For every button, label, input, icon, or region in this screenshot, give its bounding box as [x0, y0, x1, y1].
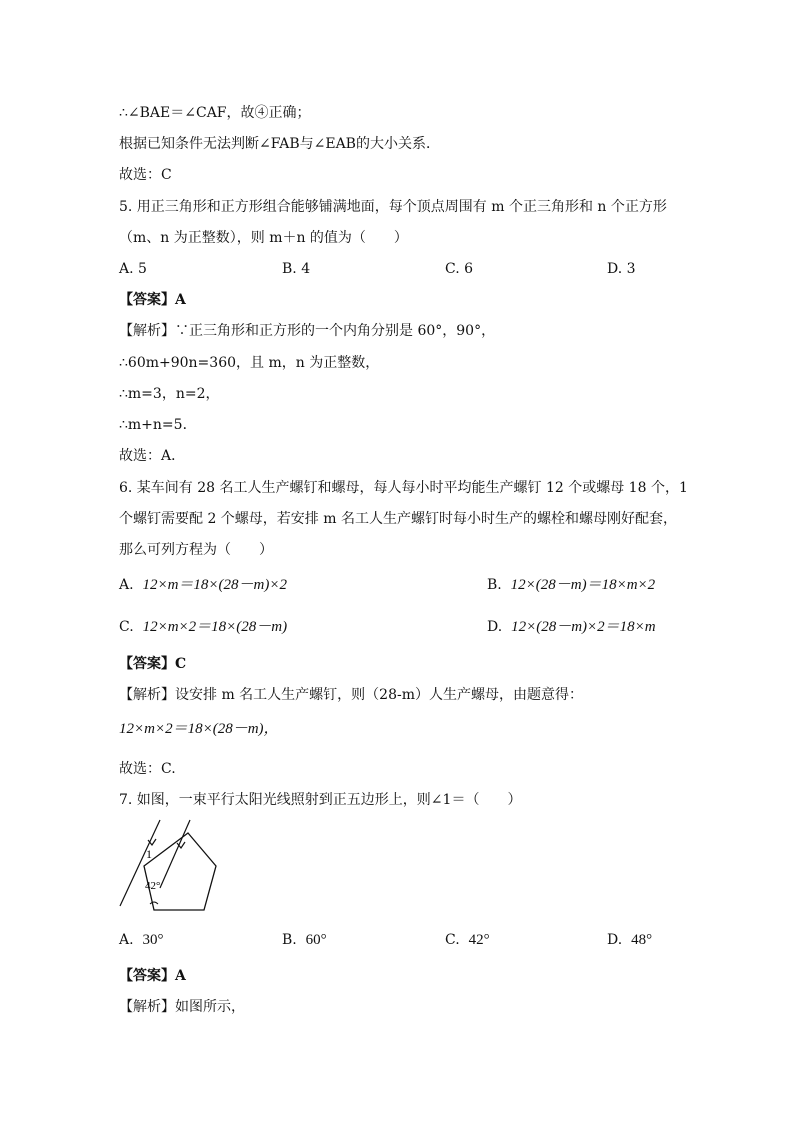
explanation-5-line: 故选：A． [119, 448, 186, 464]
text-line: 故选：C [119, 167, 172, 183]
question-6-text-cont: 个螺钉需要配 2 个螺母，若安排 m 名工人生产螺钉时每小时生产的螺栓和螺母刚好配套， [119, 511, 677, 527]
question-7-text: 7. 如图，一束平行太阳光线照射到正五边形上，则∠1＝（ ） [119, 792, 522, 808]
question-5-text-cont: （m、n 为正整数），则 m＋n 的值为（ ） [119, 230, 408, 246]
text-line: ∴∠BAE＝∠CAF，故④正确； [119, 105, 311, 121]
q7-option-a: A. 30° [119, 932, 164, 948]
light-ray-right [160, 820, 190, 888]
q6-option-c: C. 12×m×2＝18×(28－m) [119, 619, 288, 635]
explanation-6-line: 故选：C. [119, 761, 176, 777]
q6-option-b: B. 12×(28－m)＝18×m×2 [487, 577, 656, 593]
explanation-7-line: 【解析】如图所示， [119, 999, 245, 1015]
explanation-5-line: ∴60m+90n=360，且 m，n 为正整数， [119, 355, 380, 371]
explanation-5-line: ∴m=3，n=2， [119, 386, 220, 402]
q5-option-c: C. 6 [445, 261, 474, 277]
q5-option-a: A. 5 [119, 261, 147, 277]
explanation-5-line: ∴m+n=5． [119, 417, 197, 433]
q6-option-a: A. 12×m＝18×(28－m)×2 [119, 577, 287, 593]
explanation-5-line: 【解析】∵正三角形和正方形的一个内角分别是 60°，90°， [119, 323, 496, 339]
angle-1-label: 1 [146, 847, 152, 861]
q7-option-d: D. 48° [607, 932, 653, 948]
angle-mark [150, 902, 158, 904]
q5-option-d: D. 3 [607, 261, 636, 277]
question-6-text: 6. 某车间有 28 名工人生产螺钉和螺母，每人每小时平均能生产螺钉 12 个或螺母 18 个，1 [119, 480, 688, 496]
q5-option-b: B. 4 [282, 261, 311, 277]
answer-6: 【答案】C [119, 656, 187, 672]
explanation-6-equation: 12×m×2＝18×(28－m)， [119, 721, 279, 737]
q7-option-b: B. 60° [282, 932, 327, 948]
explanation-6-line: 【解析】设安排 m 名工人生产螺钉，则（28-m）人生产螺母，由题意得： [119, 687, 583, 703]
pentagon-shape [144, 833, 216, 910]
pentagon-sunlight-figure [118, 818, 222, 912]
q6-option-d: D. 12×(28－m)×2＝18×m [487, 619, 656, 635]
text-line: 根据已知条件无法判断∠FAB与∠EAB的大小关系． [119, 136, 440, 152]
question-5-text: 5. 用正三角形和正方形组合能够铺满地面，每个顶点周围有 m 个正三角形和 n 个正方形 [119, 199, 667, 215]
answer-7: 【答案】A [119, 968, 186, 984]
question-6-text-cont: 那么可列方程为（ ） [119, 542, 273, 558]
angle-42-label: 42° [145, 880, 161, 892]
q7-option-c: C. 42° [445, 932, 490, 948]
answer-5: 【答案】A [119, 292, 186, 308]
light-ray-left [120, 820, 160, 906]
